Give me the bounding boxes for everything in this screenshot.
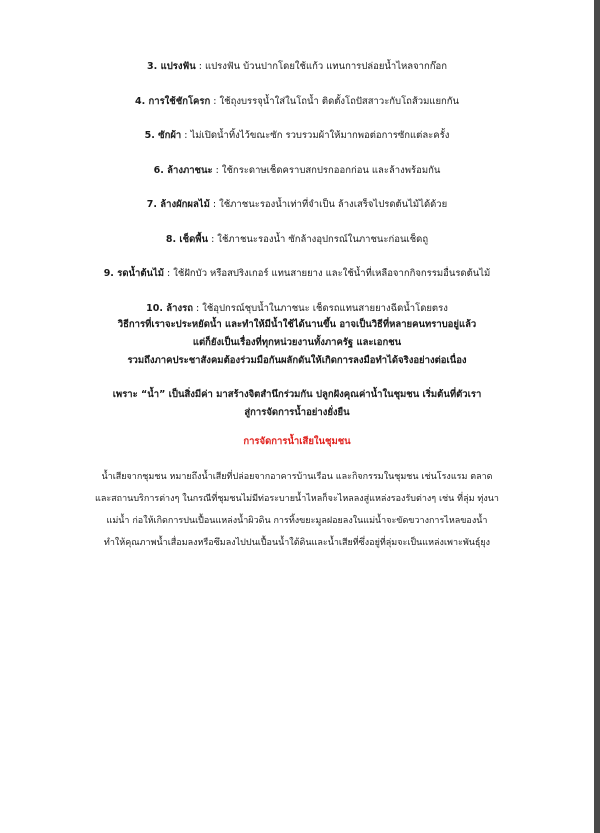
tip-text: : ไม่เปิดน้ำทิ้งไว้ขณะซัก รวบรวมผ้าให้มากพอต่อการซักแต่ละครั้ง [181,130,450,141]
tip-label: 5. ซักผ้า [144,130,182,141]
tip-label: 9. รดน้ำต้นไม้ [103,268,165,279]
tip-label: 4. การใช้ชักโครก [134,95,211,107]
body-line: แม่น้ำ ก่อให้เกิดการปนเปื้อนแหล่งน้ำผิวดิน การทิ้งขยะมูลฝอยลงในแม่น้ำจะขัดขวางการไหลของน้ำ [106,516,488,526]
summary-paragraph [40,316,554,370]
closing-line: เพราะ “น้ำ” เป็นสิ่งมีค่า มาสร้างจิตสำนึกร่วมกัน ปลูกฝังคุณค่าน้ำในชุมชน เริ่มต้นที่ตัวเรา [112,389,482,400]
closing-line: สู่การจัดการน้ำอย่างยั่งยืน [244,407,350,418]
tip-text: : ใช้ถุงบรรจุน้ำใส่ในโถน้ำ ติดตั้งโถปัสสาวะกับโถส้วมแยกกัน [210,95,460,107]
closing-paragraph [40,386,554,422]
water-saving-tips-list [40,60,554,336]
tip-item [40,233,554,246]
tip-item [40,164,554,177]
tip-label: 7. ล้างผักผลไม้ [146,199,210,210]
tip-label: 6. ล้างภาชนะ [153,164,213,176]
summary-line: วิธีการที่เราจะประหยัดน้ำ และทำให้มีน้ำใช้ได้นานขึ้น อาจเป็นวิธีที่หลายคนทราบอยู่แล้ว [117,319,477,330]
page-edge [594,0,600,833]
summary-line: รวมถึงภาคประชาสังคมต้องร่วมมือกันผลักดันให้เกิดการลงมือทำได้จริงอย่างต่อเนื่อง [127,355,467,366]
tip-item [40,60,554,73]
body-line: น้ำเสียจากชุมชน หมายถึงน้ำเสียที่ปล่อยจากอาคารบ้านเรือน และกิจกรรมในชุมชน เช่นโรงแรม ตลาด [101,472,493,482]
body-line: ทำให้คุณภาพน้ำเสื่อมลงหรือซึมลงไปปนเปื้อนน้ำใต้ดินและน้ำเสียที่ซึ่งอยู่ที่ลุ่มจะเป็นแหล่งเพาะพันธุ์ยุง [103,538,491,548]
tip-item [40,302,554,315]
wastewater-paragraph [40,466,554,554]
tip-text: : ใช้ภาชนะรองน้ำเท่าที่จำเป็น ล้างเสร็จไปรดต้นไม้ได้ด้วย [209,199,448,210]
tip-text: : ใช้กระดาษเช็ดคราบสกปรกออกก่อน และล้างพร้อมกัน [212,164,441,176]
tip-item [40,267,554,280]
body-line: และสถานบริการต่างๆ ในกรณีที่ชุมชนไม่มีท่อระบายน้ำไหลก็จะไหลลงสู่แหล่งรองรับต่างๆ เช่น ที่ลุ่ม ทุ่งนา [95,494,499,504]
tip-label: 10. ล้างรถ [146,302,193,314]
tip-item [40,198,554,211]
tip-item [40,95,554,108]
tip-text: : แปรงฟัน บ้วนปากโดยใช้แก้ว แทนการปล่อยน้ำไหลจากก๊อก [195,61,447,72]
tip-item [40,129,554,142]
section-heading: การจัดการน้ำเสียในชุมชน [243,436,351,447]
tip-label: 3. แปรงฟัน [147,61,196,72]
tip-text: : ใช้ฝักบัว หรือสปริงเกอร์ แทนสายยาง และใช้น้ำที่เหลือจากกิจกรรมอื่นรดต้นไม้ [164,268,491,279]
tip-text: : ใช้อุปกรณ์ชุบน้ำในภาชนะ เช็ดรถแทนสายยางฉีดน้ำโดยตรง [192,302,448,314]
summary-line: แต่ก็ยังเป็นเรื่องที่ทุกหน่วยงานทั้งภาครัฐ และเอกชน [192,337,402,348]
tip-label: 8. เช็ดพื้น [165,233,209,245]
tip-text: : ใช้ภาชนะรองน้ำ ซักล้างอุปกรณ์ในภาชนะก่อนเช็ดถู [208,233,429,245]
